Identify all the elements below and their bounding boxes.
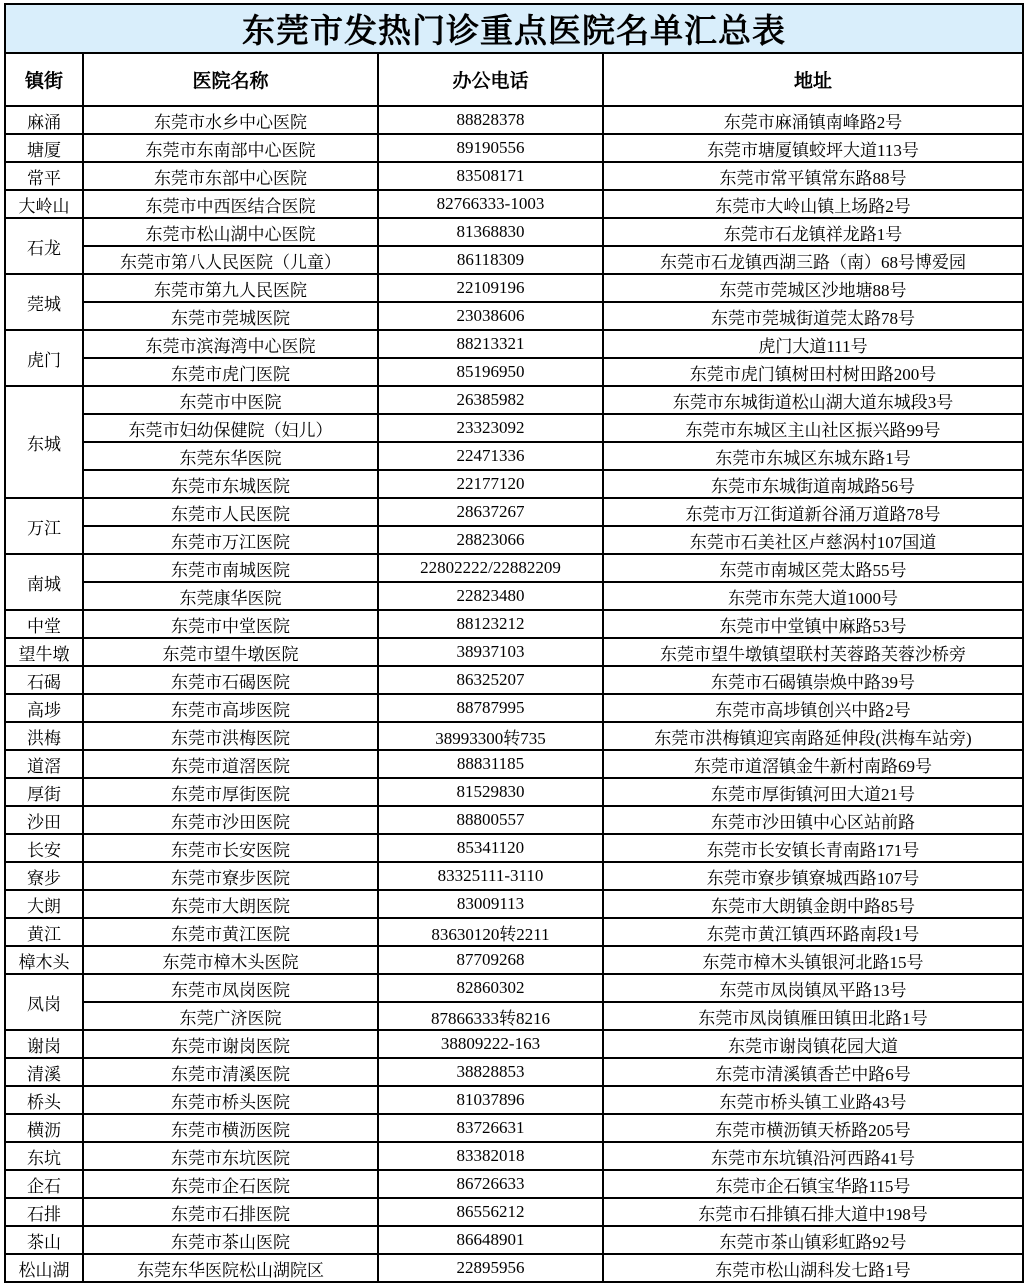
table-row — [5, 106, 1023, 134]
address-cell: 东莞市樟木头镇银河北路15号 — [603, 946, 1023, 974]
address-cell: 东莞市道滘镇金牛新村南路69号 — [603, 750, 1023, 778]
table-row — [5, 722, 1023, 750]
table-row — [5, 330, 1023, 358]
column-header-town: 镇街 — [5, 53, 83, 106]
town-cell: 石龙 — [5, 218, 83, 274]
hospital-name-cell: 东莞市东城医院 — [83, 470, 378, 498]
table-row — [5, 358, 1023, 386]
hospital-name-cell: 东莞市长安医院 — [83, 834, 378, 862]
town-cell: 洪梅 — [5, 722, 83, 750]
address-cell: 东莞市石碣镇崇焕中路39号 — [603, 666, 1023, 694]
table-row — [5, 694, 1023, 722]
town-cell: 黄江 — [5, 918, 83, 946]
address-cell: 东莞市长安镇长青南路171号 — [603, 834, 1023, 862]
table-row — [5, 638, 1023, 666]
town-cell: 常平 — [5, 162, 83, 190]
hospital-name-cell: 东莞市东部中心医院 — [83, 162, 378, 190]
table-row — [5, 554, 1023, 582]
phone-cell: 81529830 — [378, 778, 603, 806]
phone-cell: 83325111-3110 — [378, 862, 603, 890]
address-cell: 东莞市大朗镇金朗中路85号 — [603, 890, 1023, 918]
phone-cell: 85341120 — [378, 834, 603, 862]
town-cell: 大岭山 — [5, 190, 83, 218]
hospital-name-cell: 东莞市妇幼保健院（妇儿） — [83, 414, 378, 442]
hospital-table — [4, 3, 1024, 1283]
address-cell: 东莞市东城区主山社区振兴路99号 — [603, 414, 1023, 442]
table-row — [5, 274, 1023, 302]
phone-cell: 86648901 — [378, 1226, 603, 1254]
table-row — [5, 1170, 1023, 1198]
town-cell: 樟木头 — [5, 946, 83, 974]
phone-cell: 22823480 — [378, 582, 603, 610]
table-row — [5, 1030, 1023, 1058]
page-title: 东莞市发热门诊重点医院名单汇总表 — [5, 4, 1023, 53]
address-cell: 东莞市洪梅镇迎宾南路延伸段(洪梅车站旁) — [603, 722, 1023, 750]
phone-cell: 86556212 — [378, 1198, 603, 1226]
town-cell: 虎门 — [5, 330, 83, 386]
phone-cell: 85196950 — [378, 358, 603, 386]
table-row — [5, 526, 1023, 554]
address-cell: 东莞市东坑镇沿河西路41号 — [603, 1142, 1023, 1170]
town-cell: 横沥 — [5, 1114, 83, 1142]
phone-cell: 22471336 — [378, 442, 603, 470]
table-row — [5, 1254, 1023, 1282]
table-row — [5, 666, 1023, 694]
hospital-name-cell: 东莞市凤岗医院 — [83, 974, 378, 1002]
town-cell: 企石 — [5, 1170, 83, 1198]
town-cell: 凤岗 — [5, 974, 83, 1030]
town-cell: 麻涌 — [5, 106, 83, 134]
table-row — [5, 890, 1023, 918]
address-cell: 东莞市石龙镇祥龙路1号 — [603, 218, 1023, 246]
town-cell: 南城 — [5, 554, 83, 610]
address-cell: 东莞市南城区莞太路55号 — [603, 554, 1023, 582]
town-cell: 大朗 — [5, 890, 83, 918]
table-row — [5, 806, 1023, 834]
address-cell: 东莞市东城街道南城路56号 — [603, 470, 1023, 498]
phone-cell: 23323092 — [378, 414, 603, 442]
phone-cell: 86726633 — [378, 1170, 603, 1198]
phone-cell: 88828378 — [378, 106, 603, 134]
address-cell: 东莞市石排镇石排大道中198号 — [603, 1198, 1023, 1226]
hospital-name-cell: 东莞市第九人民医院 — [83, 274, 378, 302]
phone-cell: 83508171 — [378, 162, 603, 190]
hospital-name-cell: 东莞市樟木头医院 — [83, 946, 378, 974]
phone-cell: 81037896 — [378, 1086, 603, 1114]
table-row — [5, 834, 1023, 862]
table-row — [5, 1058, 1023, 1086]
phone-cell: 86325207 — [378, 666, 603, 694]
table-row — [5, 218, 1023, 246]
town-cell: 谢岗 — [5, 1030, 83, 1058]
phone-cell: 83630120转2211 — [378, 918, 603, 946]
hospital-name-cell: 东莞市东南部中心医院 — [83, 134, 378, 162]
address-cell: 东莞市麻涌镇南峰路2号 — [603, 106, 1023, 134]
phone-cell: 38993300转735 — [378, 722, 603, 750]
phone-cell: 26385982 — [378, 386, 603, 414]
column-header-address: 地址 — [603, 53, 1023, 106]
table-row — [5, 134, 1023, 162]
address-cell: 东莞市松山湖科发七路1号 — [603, 1254, 1023, 1282]
phone-cell: 88213321 — [378, 330, 603, 358]
table-row — [5, 386, 1023, 414]
hospital-name-cell: 东莞市黄江医院 — [83, 918, 378, 946]
town-cell: 沙田 — [5, 806, 83, 834]
phone-cell: 38937103 — [378, 638, 603, 666]
address-cell: 东莞市大岭山镇上场路2号 — [603, 190, 1023, 218]
town-cell: 桥头 — [5, 1086, 83, 1114]
address-cell: 东莞市桥头镇工业路43号 — [603, 1086, 1023, 1114]
town-cell: 东城 — [5, 386, 83, 498]
address-cell: 东莞市莞城区沙地塘88号 — [603, 274, 1023, 302]
table-row — [5, 610, 1023, 638]
address-cell: 东莞市石龙镇西湖三路（南）68号博爱园 — [603, 246, 1023, 274]
phone-cell: 22177120 — [378, 470, 603, 498]
address-cell: 东莞市清溪镇香芒中路6号 — [603, 1058, 1023, 1086]
address-cell: 东莞市沙田镇中心区站前路 — [603, 806, 1023, 834]
table-row — [5, 778, 1023, 806]
hospital-name-cell: 东莞市道滘医院 — [83, 750, 378, 778]
hospital-name-cell: 东莞市南城医院 — [83, 554, 378, 582]
hospital-name-cell: 东莞市高埗医院 — [83, 694, 378, 722]
address-cell: 东莞市常平镇常东路88号 — [603, 162, 1023, 190]
table-row — [5, 498, 1023, 526]
table-row — [5, 1226, 1023, 1254]
hospital-name-cell: 东莞市松山湖中心医院 — [83, 218, 378, 246]
hospital-name-cell: 东莞市石碣医院 — [83, 666, 378, 694]
table-row — [5, 1086, 1023, 1114]
phone-cell: 38828853 — [378, 1058, 603, 1086]
hospital-name-cell: 东莞东华医院 — [83, 442, 378, 470]
hospital-name-cell: 东莞市寮步医院 — [83, 862, 378, 890]
hospital-name-cell: 东莞市水乡中心医院 — [83, 106, 378, 134]
hospital-table-body — [5, 106, 1023, 1282]
hospital-name-cell: 东莞市茶山医院 — [83, 1226, 378, 1254]
address-cell: 东莞市塘厦镇蛟坪大道113号 — [603, 134, 1023, 162]
hospital-name-cell: 东莞市洪梅医院 — [83, 722, 378, 750]
phone-cell: 83726631 — [378, 1114, 603, 1142]
table-row — [5, 246, 1023, 274]
hospital-name-cell: 东莞市东坑医院 — [83, 1142, 378, 1170]
title-row — [5, 4, 1023, 53]
town-cell: 松山湖 — [5, 1254, 83, 1282]
town-cell: 道滘 — [5, 750, 83, 778]
hospital-name-cell: 东莞市石排医院 — [83, 1198, 378, 1226]
hospital-name-cell: 东莞东华医院松山湖院区 — [83, 1254, 378, 1282]
town-cell: 石碣 — [5, 666, 83, 694]
table-row — [5, 190, 1023, 218]
address-cell: 东莞市万江街道新谷涌万道路78号 — [603, 498, 1023, 526]
phone-cell: 82766333-1003 — [378, 190, 603, 218]
table-row — [5, 582, 1023, 610]
phone-cell: 87709268 — [378, 946, 603, 974]
column-header-phone: 办公电话 — [378, 53, 603, 106]
phone-cell: 22109196 — [378, 274, 603, 302]
table-row — [5, 302, 1023, 330]
phone-cell: 82860302 — [378, 974, 603, 1002]
phone-cell: 89190556 — [378, 134, 603, 162]
hospital-name-cell: 东莞市中堂医院 — [83, 610, 378, 638]
town-cell: 长安 — [5, 834, 83, 862]
address-cell: 东莞市中堂镇中麻路53号 — [603, 610, 1023, 638]
table-row — [5, 442, 1023, 470]
address-cell: 东莞市东城区东城东路1号 — [603, 442, 1023, 470]
address-cell: 东莞市莞城街道莞太路78号 — [603, 302, 1023, 330]
address-cell: 东莞市石美社区卢慈涡村107国道 — [603, 526, 1023, 554]
hospital-name-cell: 东莞市中西医结合医院 — [83, 190, 378, 218]
column-header-hospital-name: 医院名称 — [83, 53, 378, 106]
hospital-name-cell: 东莞市大朗医院 — [83, 890, 378, 918]
hospital-name-cell: 东莞市桥头医院 — [83, 1086, 378, 1114]
address-cell: 东莞市东城街道松山湖大道东城段3号 — [603, 386, 1023, 414]
town-cell: 清溪 — [5, 1058, 83, 1086]
hospital-name-cell: 东莞市中医院 — [83, 386, 378, 414]
address-cell: 东莞市茶山镇彩虹路92号 — [603, 1226, 1023, 1254]
table-row — [5, 1002, 1023, 1030]
address-cell: 东莞市高埗镇创兴中路2号 — [603, 694, 1023, 722]
header-row — [5, 53, 1023, 106]
address-cell: 东莞市谢岗镇花园大道 — [603, 1030, 1023, 1058]
hospital-name-cell: 东莞市虎门医院 — [83, 358, 378, 386]
table-row — [5, 1114, 1023, 1142]
phone-cell: 22802222/22882209 — [378, 554, 603, 582]
hospital-name-cell: 东莞市横沥医院 — [83, 1114, 378, 1142]
hospital-name-cell: 东莞广济医院 — [83, 1002, 378, 1030]
hospital-name-cell: 东莞市沙田医院 — [83, 806, 378, 834]
phone-cell: 86118309 — [378, 246, 603, 274]
hospital-name-cell: 东莞市企石医院 — [83, 1170, 378, 1198]
phone-cell: 23038606 — [378, 302, 603, 330]
table-row — [5, 162, 1023, 190]
hospital-name-cell: 东莞市望牛墩医院 — [83, 638, 378, 666]
phone-cell: 28637267 — [378, 498, 603, 526]
address-cell: 东莞市东莞大道1000号 — [603, 582, 1023, 610]
table-row — [5, 1142, 1023, 1170]
table-row — [5, 470, 1023, 498]
address-cell: 东莞市企石镇宝华路115号 — [603, 1170, 1023, 1198]
table-row — [5, 1198, 1023, 1226]
phone-cell: 88787995 — [378, 694, 603, 722]
address-cell: 东莞市凤岗镇凤平路13号 — [603, 974, 1023, 1002]
address-cell: 东莞市黄江镇西环路南段1号 — [603, 918, 1023, 946]
hospital-name-cell: 东莞市莞城医院 — [83, 302, 378, 330]
address-cell: 东莞市凤岗镇雁田镇田北路1号 — [603, 1002, 1023, 1030]
address-cell: 虎门大道111号 — [603, 330, 1023, 358]
phone-cell: 83009113 — [378, 890, 603, 918]
town-cell: 高埗 — [5, 694, 83, 722]
town-cell: 寮步 — [5, 862, 83, 890]
table-row — [5, 974, 1023, 1002]
hospital-name-cell: 东莞市滨海湾中心医院 — [83, 330, 378, 358]
table-row — [5, 750, 1023, 778]
town-cell: 塘厦 — [5, 134, 83, 162]
hospital-name-cell: 东莞康华医院 — [83, 582, 378, 610]
town-cell: 东坑 — [5, 1142, 83, 1170]
phone-cell: 88800557 — [378, 806, 603, 834]
hospital-name-cell: 东莞市万江医院 — [83, 526, 378, 554]
hospital-name-cell: 东莞市清溪医院 — [83, 1058, 378, 1086]
phone-cell: 38809222-163 — [378, 1030, 603, 1058]
hospital-name-cell: 东莞市人民医院 — [83, 498, 378, 526]
hospital-name-cell: 东莞市谢岗医院 — [83, 1030, 378, 1058]
phone-cell: 81368830 — [378, 218, 603, 246]
address-cell: 东莞市虎门镇树田村树田路200号 — [603, 358, 1023, 386]
address-cell: 东莞市横沥镇天桥路205号 — [603, 1114, 1023, 1142]
town-cell: 厚街 — [5, 778, 83, 806]
phone-cell: 28823066 — [378, 526, 603, 554]
hospital-name-cell: 东莞市厚街医院 — [83, 778, 378, 806]
hospital-name-cell: 东莞市第八人民医院（儿童） — [83, 246, 378, 274]
phone-cell: 22895956 — [378, 1254, 603, 1282]
phone-cell: 83382018 — [378, 1142, 603, 1170]
town-cell: 石排 — [5, 1198, 83, 1226]
table-row — [5, 862, 1023, 890]
phone-cell: 88123212 — [378, 610, 603, 638]
table-row — [5, 414, 1023, 442]
town-cell: 茶山 — [5, 1226, 83, 1254]
address-cell: 东莞市望牛墩镇望联村芙蓉路芙蓉沙桥旁 — [603, 638, 1023, 666]
table-row — [5, 918, 1023, 946]
town-cell: 中堂 — [5, 610, 83, 638]
table-row — [5, 946, 1023, 974]
phone-cell: 87866333转8216 — [378, 1002, 603, 1030]
town-cell: 莞城 — [5, 274, 83, 330]
phone-cell: 88831185 — [378, 750, 603, 778]
town-cell: 望牛墩 — [5, 638, 83, 666]
address-cell: 东莞市寮步镇寮城西路107号 — [603, 862, 1023, 890]
address-cell: 东莞市厚街镇河田大道21号 — [603, 778, 1023, 806]
town-cell: 万江 — [5, 498, 83, 554]
